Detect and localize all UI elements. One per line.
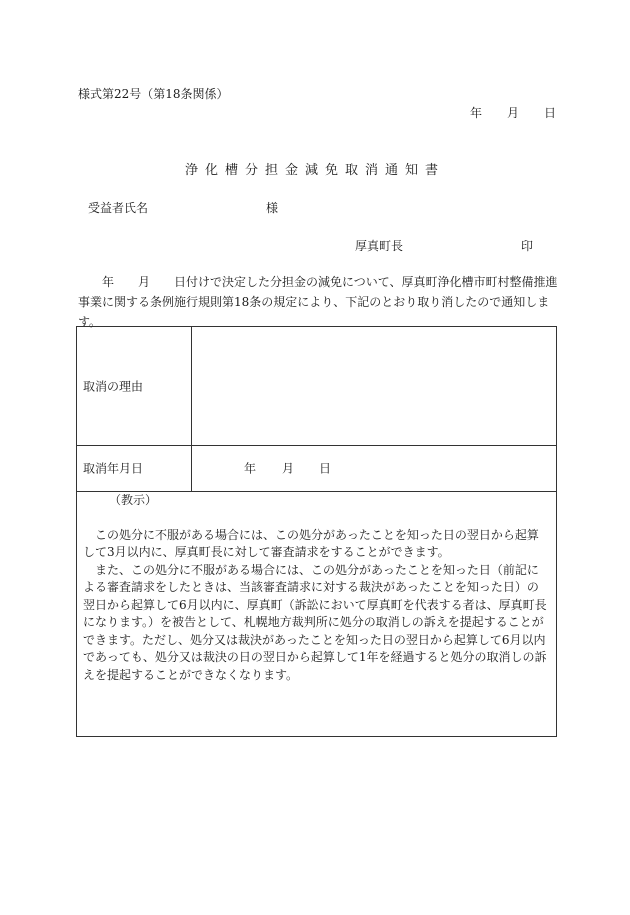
reason-label-cell — [77, 327, 192, 445]
instructions-section — [83, 492, 550, 684]
instructions-paragraph-1: この処分に不服がある場合には、この処分があったことを知った日の翌日から起算して3月以内に、厚真町長に対して審査請求をすることができます。 — [83, 527, 539, 559]
intro-month: 月 — [138, 275, 151, 289]
instructions-paragraph-2: また、この処分に不服がある場合には、この処分があったことを知った日（前記による審査請求をしたときは、当該審査請求に対する裁決があったことを知った日）の翌日から起算して6月以内に、厚真町（訴訟において厚真町を代表する者は、厚真町長になります。）を被告として、札幌地方裁判所に処分の取消しの訴えを提起することができます。ただし、処分又は裁決があったことを知った日の翌日から起算して6月以内であっても、処分又は裁決の日の翌日から起算して1年を経過すると処分の取消しの訴えを提起することができなくなります。 — [83, 562, 547, 682]
form-number: 様式第22号（第18条関係） — [78, 87, 229, 101]
recipient-line — [88, 199, 279, 216]
intro-text-2: 事業に関する条例施行規則第18条の規定により、下記のとおり取り消したので通知します。 — [78, 295, 550, 329]
detail-table — [76, 326, 557, 737]
intro-text-1: 日付けで決定した分担金の減免について、厚真町浄化槽市町村整備推進 — [174, 275, 558, 289]
header-date-day: 日 — [544, 106, 557, 120]
header-date-month: 月 — [507, 106, 520, 120]
intro-text — [78, 272, 558, 332]
issuer-name: 厚真町長 — [355, 239, 404, 253]
cancel-date-row — [77, 445, 556, 492]
recipient-honorific: 様 — [266, 201, 279, 215]
reason-label: 取消の理由 — [83, 379, 144, 394]
cancel-date-value-cell — [192, 445, 556, 491]
cancel-date-month: 月 — [282, 461, 295, 476]
recipient-label: 受益者氏名 — [88, 201, 149, 215]
document-title: 浄化槽分担金減免取消通知書 — [184, 163, 445, 178]
header-date — [470, 104, 556, 121]
intro-line-1 — [78, 272, 558, 292]
issuer-line — [355, 237, 534, 254]
reason-row — [77, 327, 556, 446]
intro-year: 年 — [102, 275, 115, 289]
cancel-date-label-cell — [77, 445, 192, 491]
issuer-seal: 印 — [521, 239, 534, 253]
cancel-date-year: 年 — [244, 461, 257, 476]
reason-value-cell — [192, 327, 556, 445]
header-date-year: 年 — [470, 106, 483, 120]
cancel-date-label: 取消年月日 — [83, 461, 144, 476]
cancel-date-day: 日 — [319, 461, 332, 476]
instructions-heading: （教示） — [109, 493, 158, 507]
